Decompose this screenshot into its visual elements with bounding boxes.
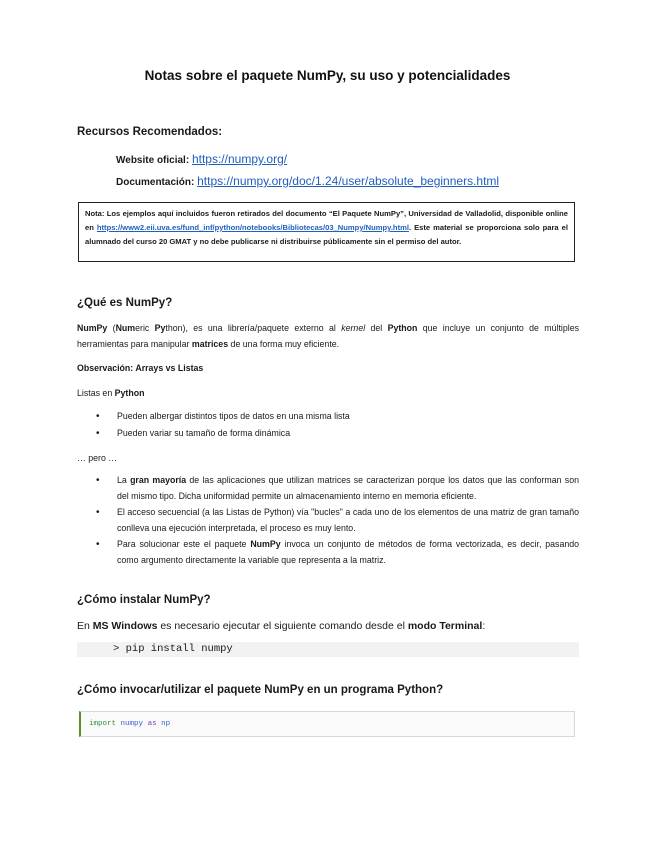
text-fragment: thon), es una librería/paquete externo al [165,323,342,333]
bold-ms-windows: MS Windows [92,620,158,632]
pero-text: … pero … [77,453,118,463]
documentation-line [116,174,499,188]
note-link[interactable]: https://www2.eii.uva.es/fund_inf/python/notebooks/Bibliotecas/03_Numpy/Numpy.html [96,223,409,232]
note-box [78,202,575,262]
code-module: numpy [120,720,144,728]
install-heading: ¿Cómo instalar NumPy? [77,594,211,606]
bold-modo-terminal: modo Terminal [407,620,483,632]
install-command: > pip install numpy [77,642,579,657]
bullet-icon: • [96,411,100,422]
code-keyword-import: import [89,720,117,728]
list-item [77,426,579,442]
list-item [77,473,579,504]
bold-matrices: matrices [191,339,229,349]
text-fragment: es necesario ejecutar el siguiente comando desde el [157,620,408,632]
bold-numpy: NumPy [77,323,108,333]
bold-numpy: NumPy [250,539,281,549]
text-fragment: Para solucionar este el paquete [117,539,251,549]
text-fragment: invoca un conjunto de métodos de forma vectorizada, es decir, pasando como argumento directamente la variable que representa a la matriz. [117,539,580,565]
website-line [116,152,287,166]
text-fragment: : [482,620,486,632]
list-item [77,409,579,425]
page-title: Notas sobre el paquete NumPy, su uso y potencialidades [144,68,511,83]
numpy-description [77,320,579,352]
install-instructions [77,618,579,634]
list-item-text: El acceso secuencial (a las Listas de Python) vía "bucles" a cada uno de los elementos de una matriz de gran tamaño conlleva una ejecución interpretada, el proceso es muy lento. [117,507,579,533]
code-alias: np [161,720,171,728]
text-fragment: del [365,323,388,333]
observation-label: Observación: Arrays vs Listas [77,363,204,373]
note-text-1: Nota: Los ejemplos aquí incluidos fueron retirados del documento “El Paquete NumPy”, Universidad de Valladolid, disponible online en [85,209,568,232]
list-item [77,505,579,536]
bullet-icon: • [96,507,100,518]
text-fragment: En [77,620,93,632]
text-fragment: eric [135,323,155,333]
array-advantages [77,473,579,569]
italic-kernel: kernel [341,323,366,333]
text-fragment: de las aplicaciones que utilizan matrices se caracterizan porque los datos que las conforman son del mismo tipo. Dicha uniformidad permite un almacenamiento interno en memoria eficiente. [117,475,579,501]
bold-python: Python [387,323,418,333]
bullet-icon: • [96,475,100,486]
bullet-icon: • [96,427,100,439]
code-block [79,711,575,737]
text-fragment: ( [107,323,116,333]
list-features [77,409,579,442]
text-fragment: que incluye un conjunto de múltiples herramientas para manipular [77,323,579,349]
website-link[interactable]: https://numpy.org/ [191,152,288,166]
list-item [77,537,579,568]
documentation-link[interactable]: https://numpy.org/doc/1.24/user/absolute_beginners.html [197,174,500,188]
website-label: Website oficial: [116,155,190,166]
bold-gran-mayoria: gran mayoría [130,475,187,485]
bold-python: Python [114,388,145,398]
text-fragment: de una forma muy eficiente. [228,339,340,349]
invoke-heading: ¿Cómo invocar/utilizar el paquete NumPy en un programa Python? [77,684,444,696]
list-item-text: Pueden variar su tamaño de forma dinámica [117,427,291,438]
what-is-numpy-heading: ¿Qué es NumPy? [77,297,173,309]
bold-num: Num [115,323,136,333]
text-fragment: Listas en [77,388,115,398]
bullet-icon: • [96,539,100,550]
documentation-label: Documentación: [116,177,195,188]
list-item-text: Pueden albergar distintos tipos de datos en una misma lista [117,411,350,421]
bold-py: Py [154,323,166,333]
listas-label [77,385,579,401]
code-keyword-as: as [147,720,157,728]
note-text-2: . Este material se proporciona solo para el alumnado del curso 20 GMAT y no debe publicarse ni distribuirse públicamente sin el permiso del autor. [85,223,568,246]
resources-heading: Recursos Recomendados: [77,126,223,138]
text-fragment: La [117,475,131,485]
